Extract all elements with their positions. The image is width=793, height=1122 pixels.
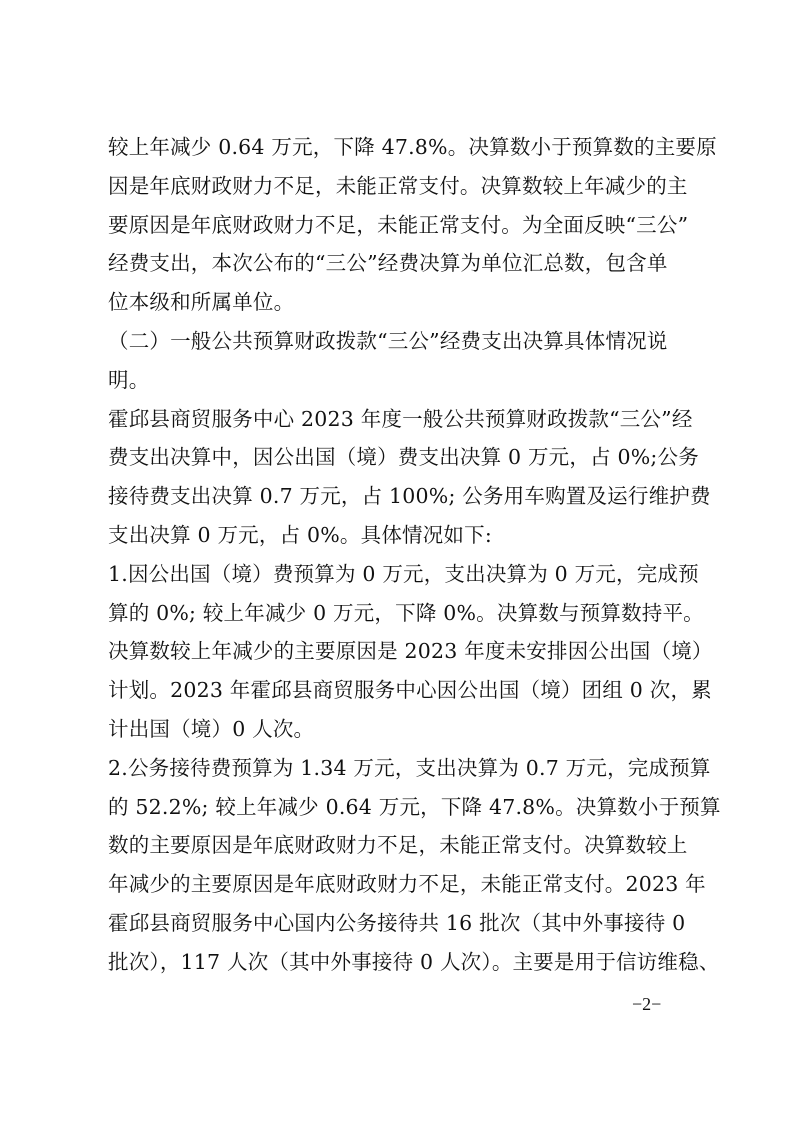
text-line: 接待费支出决算 0.7 万元，占 100%; 公务用车购置及运行维护费: [108, 484, 711, 509]
section-heading-line: 明。: [108, 367, 150, 392]
text-line: 支出决算 0 万元，占 0%。具体情况如下:: [108, 522, 492, 547]
text-line: 因是年底财政财力不足，未能正常支付。决算数较上年减少的主: [108, 173, 688, 198]
list-item-line: 2.公务接待费预算为 1.34 万元，支出决算为 0.7 万元，完成预算: [108, 755, 711, 780]
text-line: 要原因是年底财政财力不足，未能正常支付。为全面反映“三公”: [108, 212, 689, 237]
text-line: 位本级和所属单位。: [108, 290, 295, 315]
list-item-line: 1.因公出国（境）费预算为 0 万元，支出决算为 0 万元，完成预: [108, 561, 699, 586]
list-item-line: 霍邱县商贸服务中心国内公务接待共 16 批次（其中外事接待 0: [108, 910, 686, 935]
text-line: 费支出决算中，因公出国（境）费支出决算 0 万元，占 0%;公务: [108, 445, 699, 470]
text-line: 较上年减少 0.64 万元，下降 47.8%。决算数小于预算数的主要原: [108, 135, 717, 159]
section-heading-line: （二）一般公共预算财政拨款“三公”经费支出决算具体情况说: [108, 328, 668, 353]
list-item-line: 决算数较上年减少的主要原因是 2023 年度未安排因公出国（境）: [108, 639, 713, 664]
list-item-line: 的 52.2%; 较上年减少 0.64 万元，下降 47.8%。决算数小于预算: [108, 794, 721, 819]
list-item-line: 算的 0%; 较上年减少 0 万元，下降 0%。决算数与预算数持平。: [108, 600, 704, 625]
list-item-line: 计出国（境）0 人次。: [108, 716, 315, 741]
page-number: −2−: [632, 994, 662, 1014]
body-text: [108, 128, 721, 982]
text-line: 霍邱县商贸服务中心 2023 年度一般公共预算财政拨款“三公”经: [108, 406, 693, 431]
list-item-line: 计划。2023 年霍邱县商贸服务中心因公出国（境）团组 0 次，累: [108, 678, 712, 703]
text-line: 经费支出，本次公布的“三公”经费决算为单位汇总数，包含单: [108, 251, 668, 276]
list-item-line: 批次），117 人次（其中外事接待 0 人次）。主要是用于信访维稳、: [108, 949, 720, 974]
list-item-line: 年减少的主要原因是年底财政财力不足，未能正常支付。2023 年: [108, 872, 706, 897]
list-item-line: 数的主要原因是年底财政财力不足，未能正常支付。决算数较上: [108, 833, 688, 858]
